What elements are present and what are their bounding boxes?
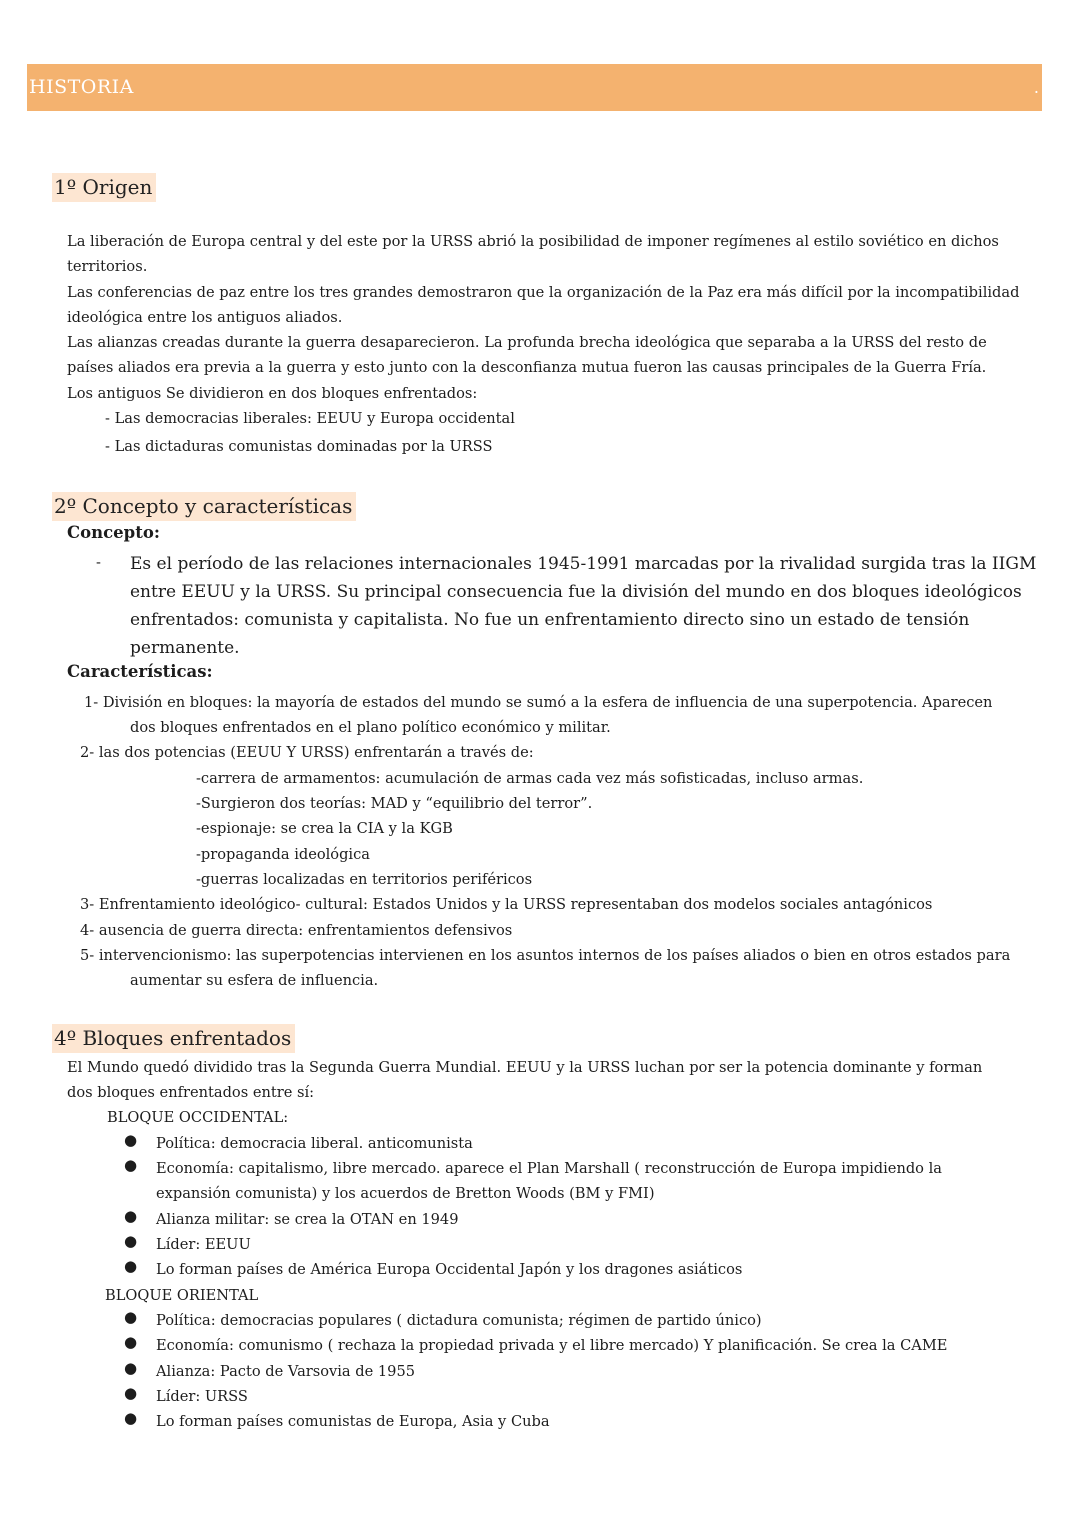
bullet-icon: ● xyxy=(124,1257,138,1275)
occ-economia: Economía: capitalismo, libre mercado. aparece el Plan Marshall ( reconstrucción de Europa impidiendo la xyxy=(156,1160,942,1177)
bullet-icon: ● xyxy=(124,1384,138,1402)
caract-item-4: 4- ausencia de guerra directa: enfrentamientos defensivos xyxy=(80,922,513,939)
origen-paragraph-1: La liberación de Europa central y del este por la URSS abrió la posibilidad de imponer regímenes al estilo soviético en dichos territorios. xyxy=(67,233,999,276)
bloque-dictaduras: - Las dictaduras comunistas dominadas por la URSS xyxy=(105,438,493,455)
ori-lider: Líder: URSS xyxy=(156,1388,248,1405)
bullet-icon: ● xyxy=(124,1207,138,1225)
occ-paises: Lo forman países de América Europa Occidental Japón y los dragones asiáticos xyxy=(156,1261,743,1278)
origen-paragraph-3: Las alianzas creadas durante la guerra desaparecieron. La profunda brecha ideológica que separaba a la URSS del resto de países aliados era previa a la guerra y esto junto con la desconfianza mutua fueron las causas principales de la Guerra Fría. xyxy=(67,334,987,377)
bullet-icon: ● xyxy=(124,1333,138,1351)
section-concepto-title: 2º Concepto y características xyxy=(52,492,356,521)
caract-sub-3: -espionaje: se crea la CIA y la KGB xyxy=(196,820,453,837)
caract-item-1-cont: dos bloques enfrentados en el plano político económico y militar. xyxy=(130,719,611,736)
origen-paragraph-4: Los antiguos Se dividieron en dos bloques enfrentados: xyxy=(67,385,478,402)
section-origen-title: 1º Origen xyxy=(52,173,156,202)
bloques-intro: El Mundo quedó dividido tras la Segunda Guerra Mundial. EEUU y la URSS luchan por ser la potencia dominante y forman xyxy=(67,1059,983,1076)
origen-paragraph-2: Las conferencias de paz entre los tres grandes demostraron que la organización de la Paz era más difícil por la incompatibilidad ideológica entre los antiguos aliados. xyxy=(67,284,1020,327)
caract-item-3: 3- Enfrentamiento ideológico- cultural: Estados Unidos y la URSS representaban dos modelos sociales antagónicos xyxy=(80,896,933,913)
caracteristicas-label: Características: xyxy=(67,662,213,681)
bloque-occidental-title: BLOQUE OCCIDENTAL: xyxy=(107,1109,289,1126)
caract-sub-2: -Surgieron dos teorías: MAD y “equilibrio del terror”. xyxy=(196,795,593,812)
bloque-democracias: - Las democracias liberales: EEUU y Europa occidental xyxy=(105,410,515,427)
header-dot: . xyxy=(1033,78,1039,97)
ori-economia: Economía: comunismo ( rechaza la propiedad privada y el libre mercado) Y planificación. Se crea la CAME xyxy=(156,1337,948,1354)
concepto-text: Es el período de las relaciones internacionales 1945-1991 marcadas por la rivalidad surgida tras la IIGM entre EEUU y la URSS. Su principal consecuencia fue la división del mundo en dos bloques ideológicos enfrentados: comunista y capitalista. No fue un enfrentamiento directo sino un estado de tensión permanente. xyxy=(130,554,1037,658)
bullet-icon: ● xyxy=(124,1156,138,1174)
concepto-label: Concepto: xyxy=(67,523,160,542)
ori-alianza: Alianza: Pacto de Varsovia de 1955 xyxy=(156,1363,416,1380)
caract-sub-1: -carrera de armamentos: acumulación de armas cada vez más sofisticadas, incluso armas. xyxy=(196,770,864,787)
caract-sub-4: -propaganda ideológica xyxy=(196,846,370,863)
header-banner xyxy=(27,64,1042,111)
ori-paises: Lo forman países comunistas de Europa, Asia y Cuba xyxy=(156,1413,550,1430)
caract-sub-5: -guerras localizadas en territorios periféricos xyxy=(196,871,533,888)
section-bloques-title: 4º Bloques enfrentados xyxy=(52,1024,295,1053)
caract-item-1: 1- División en bloques: la mayoría de estados del mundo se sumó a la esfera de influencia de una superpotencia. Aparecen xyxy=(84,694,993,711)
bullet-icon: ● xyxy=(124,1131,138,1149)
occ-economia-cont: expansión comunista) y los acuerdos de Bretton Woods (BM y FMI) xyxy=(156,1185,655,1202)
caract-item-5-cont: aumentar su esfera de influencia. xyxy=(130,972,379,989)
bullet-icon: ● xyxy=(124,1409,138,1427)
bloque-oriental-title: BLOQUE ORIENTAL xyxy=(105,1287,259,1304)
bullet-icon: ● xyxy=(124,1359,138,1377)
ori-politica: Política: democracias populares ( dictadura comunista; régimen de partido único) xyxy=(156,1312,762,1329)
bullet-icon: ● xyxy=(124,1232,138,1250)
occ-lider: Líder: EEUU xyxy=(156,1236,251,1253)
header-title: HISTORIA xyxy=(29,76,134,98)
occ-politica: Política: democracia liberal. anticomunista xyxy=(156,1135,473,1152)
bullet-icon: ● xyxy=(124,1308,138,1326)
caract-item-5: 5- intervencionismo: las superpotencias intervienen en los asuntos internos de los países aliados o bien en otros estados para xyxy=(80,947,1011,964)
caract-item-2: 2- las dos potencias (EEUU Y URSS) enfrentarán a través de: xyxy=(80,744,534,761)
concepto-dash: - xyxy=(96,554,101,571)
bloques-intro-cont: dos bloques enfrentados entre sí: xyxy=(67,1084,315,1101)
occ-alianza: Alianza militar: se crea la OTAN en 1949 xyxy=(156,1211,459,1228)
